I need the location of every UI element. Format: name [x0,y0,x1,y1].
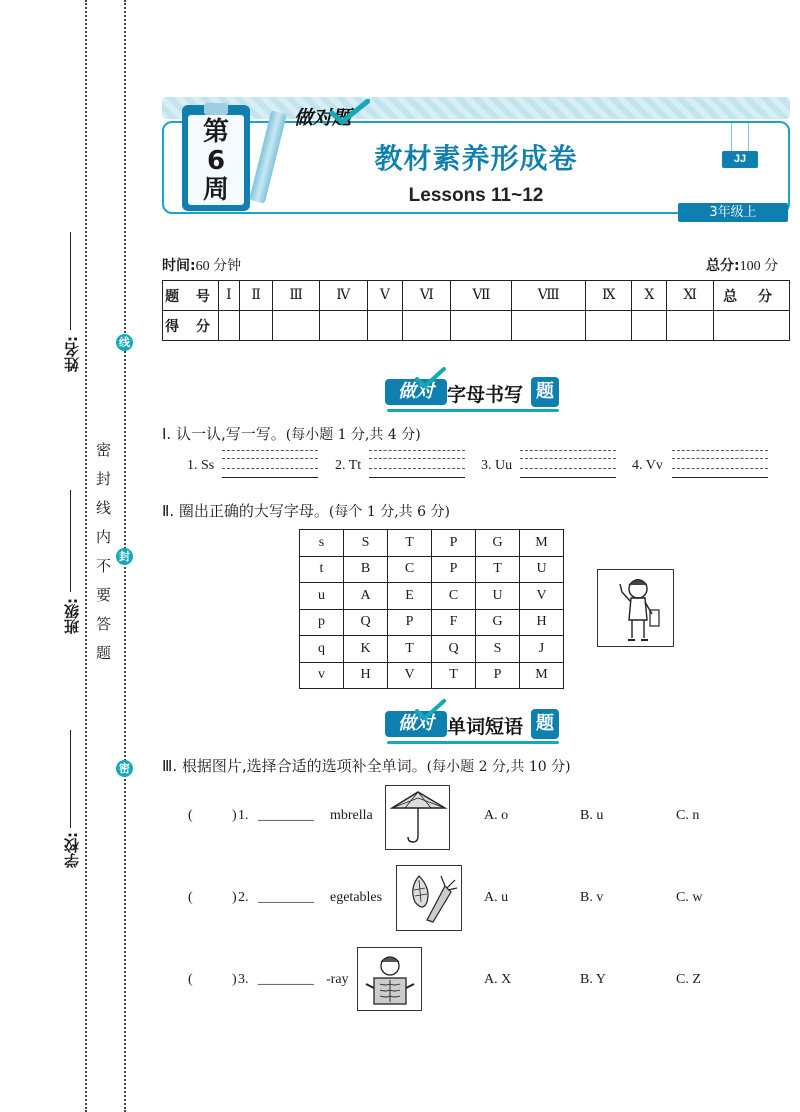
option-a[interactable]: A. X [484,972,512,987]
question-number: 2. [238,890,249,905]
score-cell-total[interactable] [714,311,790,341]
q2-instruction: Ⅱ. 圈出正确的大写字母。 [162,502,329,520]
writing-lines-1[interactable] [222,450,318,478]
letter-option[interactable]: U [520,556,564,583]
answer-paren-close: ) [232,890,237,905]
seal-line: 线 [116,334,133,351]
class-field-label: 班级: [63,598,81,634]
letter-option[interactable]: S [476,636,520,663]
letter-option[interactable]: V [520,583,564,610]
lowercase-cell: p [300,609,344,636]
section-underline [387,741,559,744]
letter-option[interactable]: Q [432,636,476,663]
q3-title [162,755,571,776]
vegetables-picture [396,865,462,931]
time-info [162,255,241,275]
col-5: Ⅴ [367,281,403,311]
lowercase-cell: u [300,583,344,610]
boy-illustration [597,569,674,647]
q1-title [162,423,421,444]
grid-row [300,636,564,663]
letter-option[interactable]: U [476,583,520,610]
letter-option[interactable]: E [388,583,432,610]
grid-row [300,556,564,583]
option-a[interactable]: A. o [484,808,509,823]
week-char-2: 周 [202,175,229,205]
letter-option[interactable]: P [432,556,476,583]
col-7: Ⅶ [451,281,512,311]
umbrella-picture [385,785,450,850]
seal-seal: 封 [116,548,133,565]
q1-item-2: 2. Tt [335,458,362,473]
writing-lines-4[interactable] [672,450,768,478]
letter-option[interactable]: P [476,662,520,689]
score-cell[interactable] [451,311,512,341]
blank-line[interactable]: ________ [258,972,314,987]
score-cell[interactable] [367,311,403,341]
series-name: 做对题 [294,107,352,129]
q3-question-3 [186,972,726,1042]
tag-string [731,123,749,151]
col-4: Ⅳ [319,281,367,311]
option-b[interactable]: B. v [580,890,604,905]
q1-item-1: 1. Ss [187,458,215,473]
binding-warning: 密 封 线 内 不 要 答 题 [96,441,112,662]
score-label: 总分: [706,258,740,274]
option-c[interactable]: C. w [676,890,703,905]
col-8: Ⅷ [512,281,586,311]
option-c[interactable]: C. n [676,808,700,823]
letter-option[interactable]: Q [344,609,388,636]
letter-option[interactable]: G [476,530,520,557]
col-9: Ⅸ [586,281,632,311]
xray-icon [358,948,422,1011]
week-number: 6 [206,146,226,176]
score-cell[interactable] [273,311,319,341]
option-c[interactable]: C. Z [676,972,701,987]
option-b[interactable]: B. u [580,808,604,823]
total-score-info [706,255,778,275]
blank-line[interactable]: ________ [258,808,314,823]
lowercase-cell: q [300,636,344,663]
letter-option[interactable]: F [432,609,476,636]
letter-option[interactable]: J [520,636,564,663]
score-cell[interactable] [219,311,240,341]
q2-title [162,500,450,521]
letter-option[interactable]: H [344,662,388,689]
name-field[interactable] [58,232,84,378]
letter-option[interactable]: T [432,662,476,689]
word-fragment: egetables [330,890,383,905]
score-cell[interactable] [586,311,632,341]
score-row [163,311,790,341]
letter-option[interactable]: P [388,609,432,636]
answer-paren-close: ) [232,972,237,987]
writing-lines-2[interactable] [369,450,465,478]
letter-option[interactable]: K [344,636,388,663]
name-field-line [70,232,71,330]
letter-option[interactable]: T [388,636,432,663]
letter-grid [299,529,564,689]
q1-item-3: 3. Uu [481,458,513,473]
answer-paren-open: ( [188,890,193,905]
answer-paren-open: ( [188,808,193,823]
word-fragment: -ray [326,972,349,987]
lowercase-cell: s [300,530,344,557]
section-suffix: 题 [531,709,559,739]
letter-option[interactable]: B [344,556,388,583]
question-number: 1. [238,808,249,823]
row-label-question: 题 号 [163,281,219,311]
q3-instruction: Ⅲ. 根据图片,选择合适的选项补全单词。 [162,757,427,775]
score-cell[interactable] [403,311,451,341]
q1-item-4: 4. Vv [632,458,663,473]
class-field[interactable] [58,490,84,650]
answer-paren-open: ( [188,972,193,987]
score-table [162,280,790,341]
letter-option[interactable]: H [520,609,564,636]
lowercase-cell: t [300,556,344,583]
section-underline [387,409,559,412]
letter-option[interactable]: P [432,530,476,557]
checkmark-icon [324,99,370,125]
q2-points: (每个 1 分,共 6 分) [328,504,450,520]
letter-option[interactable]: G [476,609,520,636]
score-cell[interactable] [319,311,367,341]
q3-points: (每小题 2 分,共 10 分) [426,759,571,775]
col-11: Ⅺ [667,281,714,311]
grade-badge: 3年级上 [678,203,788,222]
col-10: Ⅹ [632,281,667,311]
question-number-row [163,281,790,311]
writing-lines-3[interactable] [520,450,616,478]
letter-option[interactable]: V [388,662,432,689]
letter-option[interactable]: T [388,530,432,557]
class-field-line [70,490,71,592]
letter-option[interactable]: T [476,556,520,583]
col-6: Ⅵ [403,281,451,311]
score-cell[interactable] [239,311,273,341]
school-field-line [70,730,71,828]
score-cell[interactable] [632,311,667,341]
grid-row [300,583,564,610]
grid-row [300,609,564,636]
vegetables-icon [397,866,462,931]
word-fragment: mbrella [330,808,373,823]
checkmark-icon [413,367,447,389]
section-banner-letters [385,377,565,407]
section-text: 单词短语 [447,716,524,738]
letter-option[interactable]: S [344,530,388,557]
col-2: Ⅱ [239,281,273,311]
score-value: 100 分 [739,259,779,274]
option-b[interactable]: B. Y [580,972,606,987]
section-prefix: 做对 [385,711,447,737]
boy-pointing-icon [598,570,674,647]
col-3: Ⅲ [273,281,319,311]
section-prefix: 做对 [385,379,447,405]
letter-option[interactable]: A [344,583,388,610]
blank-line[interactable]: ________ [258,890,314,905]
letter-option[interactable]: M [520,530,564,557]
question-number: 3. [238,972,249,987]
name-field-label: 姓名: [63,336,81,372]
lowercase-cell: v [300,662,344,689]
umbrella-icon [386,786,450,850]
clipboard-clip [204,103,228,115]
time-label: 时间: [162,258,196,274]
paper-title: 教材素养形成卷 [374,142,578,175]
option-a[interactable]: A. u [484,890,509,905]
answer-paren-close: ) [232,808,237,823]
row-label-score: 得 分 [163,311,219,341]
banner-stripe [162,97,790,119]
letter-option[interactable]: M [520,662,564,689]
score-cell[interactable] [667,311,714,341]
q1-instruction: Ⅰ. 认一认,写一写。 [162,425,286,443]
letter-option[interactable]: C [388,556,432,583]
binding-dotted-line-outer [85,0,87,1112]
section-banner-words [385,709,565,739]
q1-points: (每小题 1 分,共 4 分) [285,427,421,443]
week-char-1: 第 [202,117,229,147]
section-text: 字母书写 [447,384,524,406]
grid-row [300,530,564,557]
seal-secret: 密 [116,760,133,777]
col-total: 总 分 [714,281,790,311]
xray-picture [357,947,422,1011]
letter-option[interactable]: C [432,583,476,610]
lessons-subtitle: Lessons 11~12 [408,185,544,206]
col-1: Ⅰ [219,281,240,311]
score-cell[interactable] [512,311,586,341]
grid-row [300,662,564,689]
header-banner [162,97,790,218]
school-field-label: 学校: [63,832,81,868]
checkmark-icon [413,699,447,721]
school-field[interactable] [58,730,84,880]
time-value: 60 分钟 [195,259,242,274]
section-suffix: 题 [531,377,559,407]
publisher-tag: JJ [722,151,758,168]
